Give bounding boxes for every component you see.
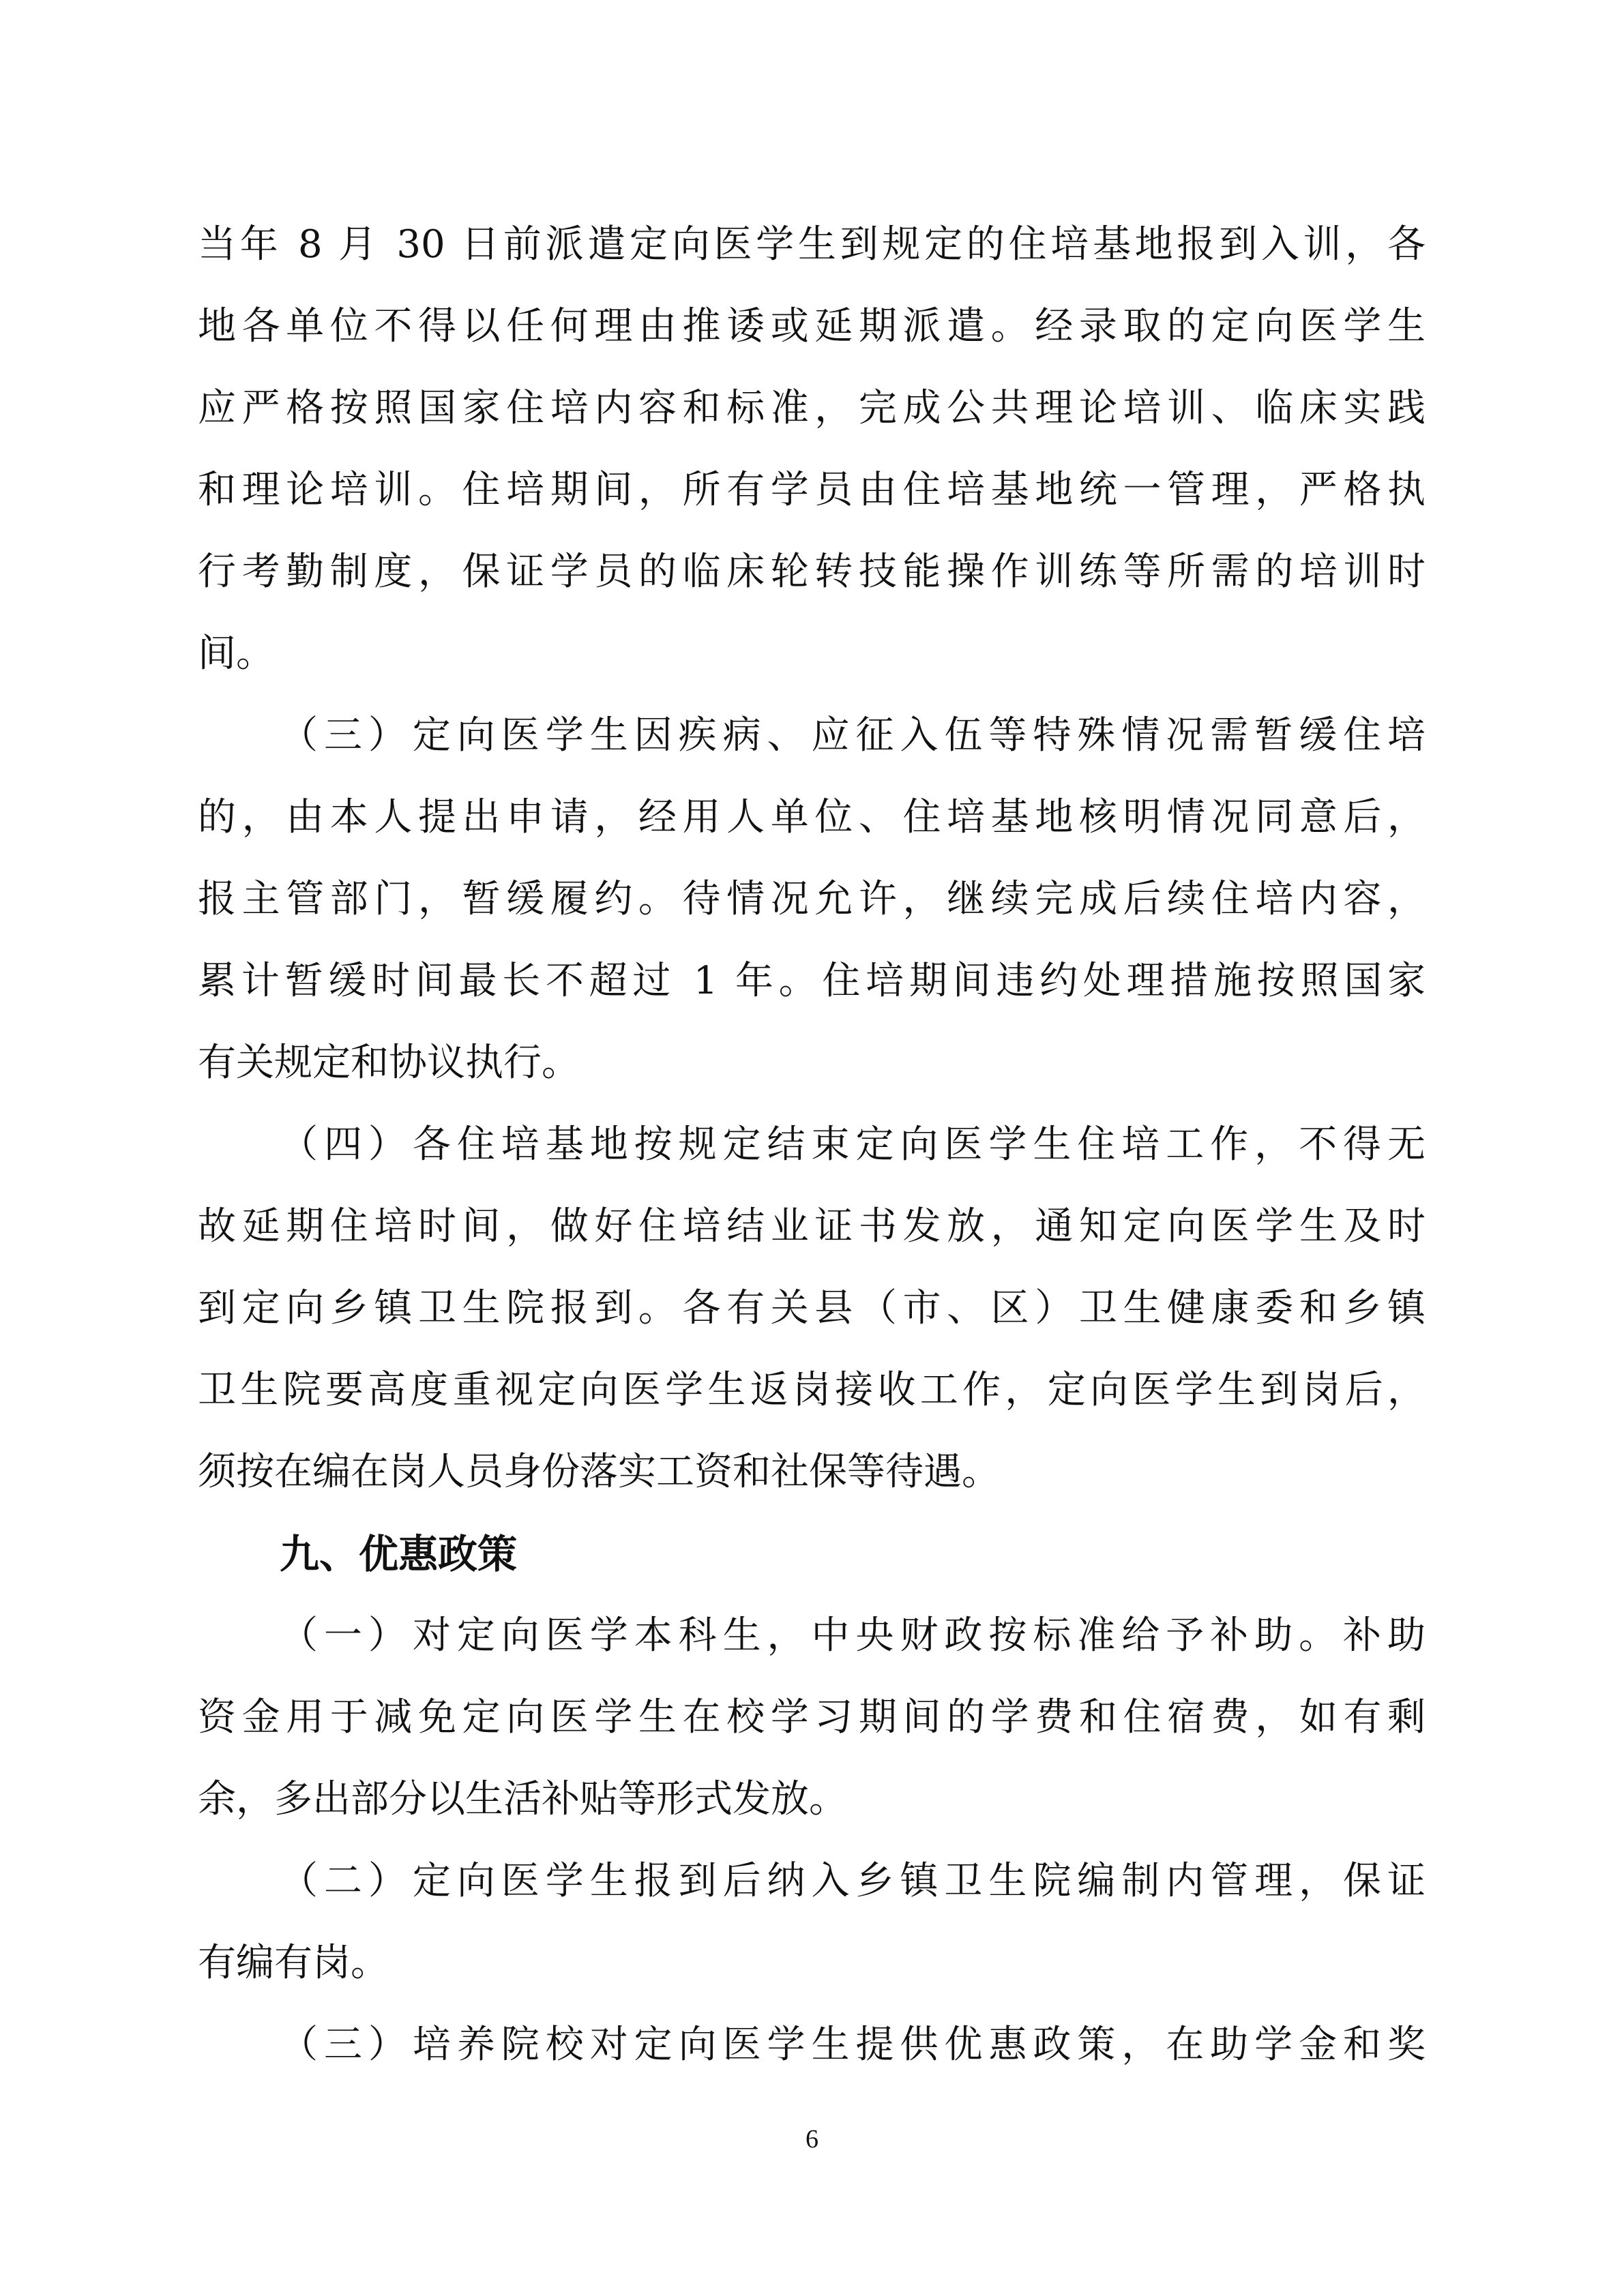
text-line: （一）对定向医学本科生，中央财政按标准给予补助。补助	[280, 1613, 1426, 1658]
text-line: 余，多出部分以生活补贴等形式发放。	[198, 1777, 847, 1821]
text-line: 卫生院要高度重视定向医学生返岗接收工作，定向医学生到岗后，	[198, 1368, 1426, 1412]
text-line: 资金用于减免定向医学生在校学习期间的学费和住宿费，如有剩	[198, 1695, 1426, 1740]
text-line: 当年 8 月 30 日前派遣定向医学生到规定的住培基地报到入训，各	[198, 222, 1426, 267]
text-line: 和理论培训。住培期间，所有学员由住培基地统一管理，严格执	[198, 468, 1426, 512]
text-line: 地各单位不得以任何理由推诿或延期派遣。经录取的定向医学生	[198, 304, 1426, 348]
text-line: 行考勤制度，保证学员的临床轮转技能操作训练等所需的培训时	[198, 550, 1426, 594]
section-heading: 九、优惠政策	[280, 1531, 518, 1577]
page-number: 6	[806, 2125, 818, 2153]
text-line: 有编有岗。	[198, 1941, 389, 1985]
text-line: 须按在编在岗人员身份落实工资和社保等待遇。	[198, 1450, 1000, 1494]
text-line: 有关规定和协议执行。	[198, 1041, 580, 1085]
text-line: 的，由本人提出申请，经用人单位、住培基地核明情况同意后，	[198, 795, 1426, 839]
text-line: 应严格按照国家住培内容和标准，完成公共理论培训、临床实践	[198, 386, 1426, 430]
text-line: 间。	[198, 631, 274, 676]
text-line: 故延期住培时间，做好住培结业证书发放，通知定向医学生及时	[198, 1204, 1426, 1249]
text-line: 累计暂缓时间最长不超过 1 年。住培期间违约处理措施按照国家	[198, 959, 1426, 1003]
text-line: 到定向乡镇卫生院报到。各有关县（市、区）卫生健康委和乡镇	[198, 1286, 1426, 1330]
text-line: 报主管部门，暂缓履约。待情况允许，继续完成后续住培内容，	[198, 877, 1426, 921]
text-line: （三）培养院校对定向医学生提供优惠政策，在助学金和奖	[280, 2023, 1426, 2067]
text-line: （四）各住培基地按规定结束定向医学生住培工作，不得无	[280, 1122, 1426, 1167]
text-line: （三）定向医学生因疾病、应征入伍等特殊情况需暂缓住培	[280, 713, 1426, 758]
text-line: （二）定向医学生报到后纳入乡镇卫生院编制内管理，保证	[280, 1859, 1426, 1903]
